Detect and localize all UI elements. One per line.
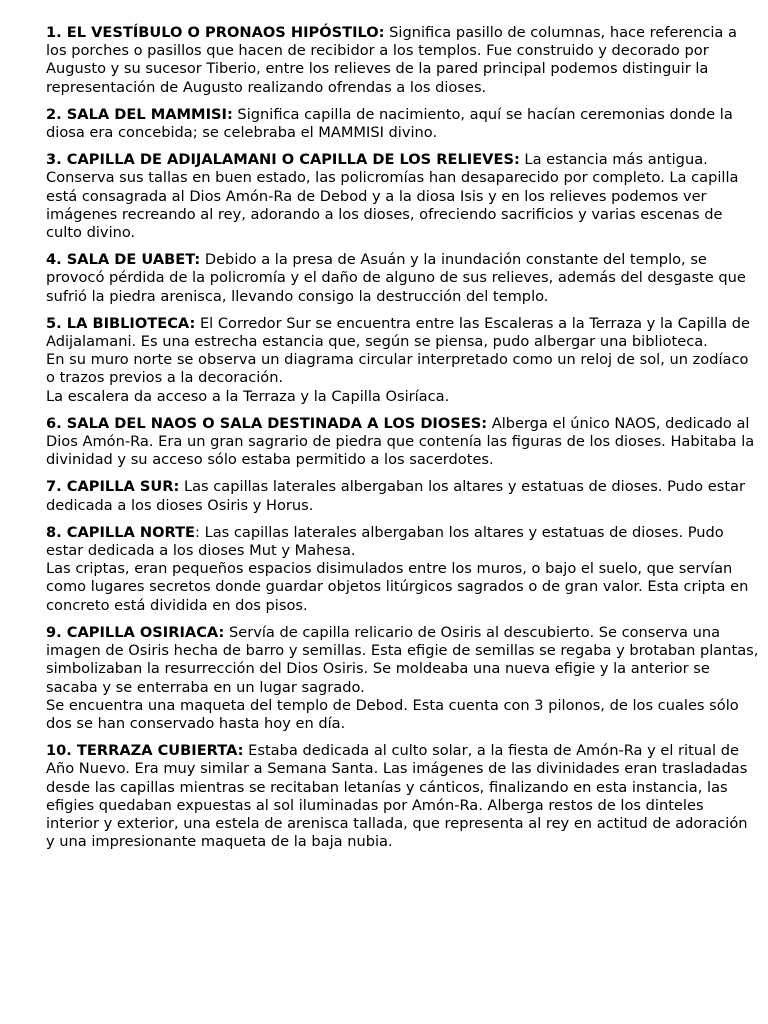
section-heading: 10. TERRAZA CUBIERTA: (46, 742, 244, 760)
section-paragraph (46, 24, 760, 97)
section-capilla-sur (46, 478, 760, 514)
section-text: Significa pasillo de columnas, hace referencia a los porches o pasillos que hacen de recibidor a los templos. Fue construido y decorado por Augusto y su sucesor Tiberio, entre los relieves de la pared principal podemos distinguir la representación de Augusto realizando ofrendas a los dioses. (46, 24, 737, 96)
section-paragraph (46, 742, 760, 851)
section-text: Servía de capilla relicario de Osiris al descubierto. Se conserva una imagen de Osiris hecha de barro y semillas. Esta efigie de semillas se regaba y brotaban plantas, simbolizaban la resurrección del Dios Osiris. Se moldeaba una nueva efigie y la anterior se sacaba y se enterraba en un lugar sagrado. (46, 623, 759, 696)
section-heading: 7. CAPILLA SUR: (46, 478, 180, 496)
section-adijalamani (46, 151, 760, 242)
section-text: Alberga el único NAOS, dedicado al Dios Amón-Ra. Era un gran sagrario de piedra que contenía las figuras de los dioses. Habitaba la divinidad y su acceso sólo estaba permitido a los sacerdotes. (46, 414, 755, 469)
section-text: Las capillas laterales albergaban los altares y estatuas de dioses. Pudo estar dedicada a los dioses Osiris y Horus. (46, 478, 745, 514)
section-terraza-cubierta (46, 742, 760, 851)
section-paragraph (46, 478, 760, 514)
section-heading: 3. CAPILLA DE ADIJALAMANI O CAPILLA DE LOS RELIEVES: (46, 151, 520, 169)
section-heading: 5. LA BIBLIOTECA: (46, 314, 196, 332)
section-heading: 9. CAPILLA OSIRIACA: (46, 623, 225, 641)
section-paragraph (46, 315, 760, 351)
section-uabet (46, 251, 760, 306)
section-text: El Corredor Sur se encuentra entre las Escaleras a la Terraza y la Capilla de Adijalamani. Es una estrecha estancia que, según se piensa, pudo albergar una biblioteca. (46, 314, 750, 351)
section-paragraph: Las criptas, eran pequeños espacios disimulados entre los muros, o bajo el suelo, que servían como lugares secretos donde guardar objetos litúrgicos sagrados o de gran valor. Esta cripta en concreto está dividida en dos pisos. (46, 560, 749, 614)
section-paragraph (46, 415, 760, 470)
section-paragraph (46, 251, 760, 306)
section-heading: 6. SALA DEL NAOS O SALA DESTINADA A LOS DIOSES: (46, 414, 488, 432)
section-mammisi (46, 106, 760, 142)
section-text: : Las capillas laterales albergaban los altares y estatuas de dioses. Pudo estar dedicada a los dioses Mut y Mahesa. (46, 523, 724, 560)
section-paragraph (46, 151, 760, 242)
section-vestibulo (46, 24, 760, 97)
section-text: Significa capilla de nacimiento, aquí se hacían ceremonias donde la diosa era concebida; se celebraba el MAMMISI divino. (46, 105, 733, 142)
section-capilla-osiriaca (46, 624, 760, 733)
section-text: La estancia más antigua. Conserva sus tallas en buen estado, las policromías han desaparecido por completo. La capilla está consagrada al Dios Amón-Ra de Debod y a la diosa Isis y en los relieves podemos ver imágenes recreando al rey, adorando a los dioses, ofreciendo sacrificios y varias escenas de culto divino. (46, 151, 739, 242)
section-heading: 4. SALA DE UABET: (46, 251, 201, 269)
section-paragraph (46, 524, 760, 560)
section-naos (46, 415, 760, 470)
section-heading: 1. EL VESTÍBULO O PRONAOS HIPÓSTILO: (46, 24, 385, 41)
section-paragraph: En su muro norte se observa un diagrama circular interpretado como un reloj de sol, un zodíaco o trazos previos a la decoración. (46, 351, 749, 387)
section-text: Debido a la presa de Asuán y la inundación constante del templo, se provocó pérdida de la policromía y el daño de alguno de sus relieves, además del desgaste que sufrió la piedra arenisca, llevando consigo la destrucción del templo. (46, 251, 746, 305)
section-capilla-norte (46, 524, 760, 615)
section-heading: 2. SALA DEL MAMMISI: (46, 105, 233, 123)
section-text: Estaba dedicada al culto solar, a la fiesta de Amón-Ra y el ritual de Año Nuevo. Era muy similar a Semana Santa. Las imágenes de las divinidades eran trasladadas desde las capillas mientras se recitaban letanías y cánticos, finalizando en esta instancia, las efigies quedaban expuestas al sol iluminadas por Amón-Ra. Alberga restos de los dinteles interior y exterior, una estela de arenisca tallada, que representa al rey en actitud de adoración y una impresionante maqueta de la baja nubia. (46, 742, 748, 851)
section-heading: 8. CAPILLA NORTE (46, 523, 196, 541)
section-paragraph: La escalera da acceso a la Terraza y la Capilla Osiríaca. (46, 387, 450, 405)
section-paragraph: Se encuentra una maqueta del templo de Debod. Esta cuenta con 3 pilonos, de los cuales sólo dos se han conservado hasta hoy en día. (46, 696, 739, 732)
document-body (46, 24, 760, 860)
section-paragraph (46, 106, 760, 142)
section-paragraph (46, 624, 760, 697)
section-biblioteca (46, 315, 760, 406)
